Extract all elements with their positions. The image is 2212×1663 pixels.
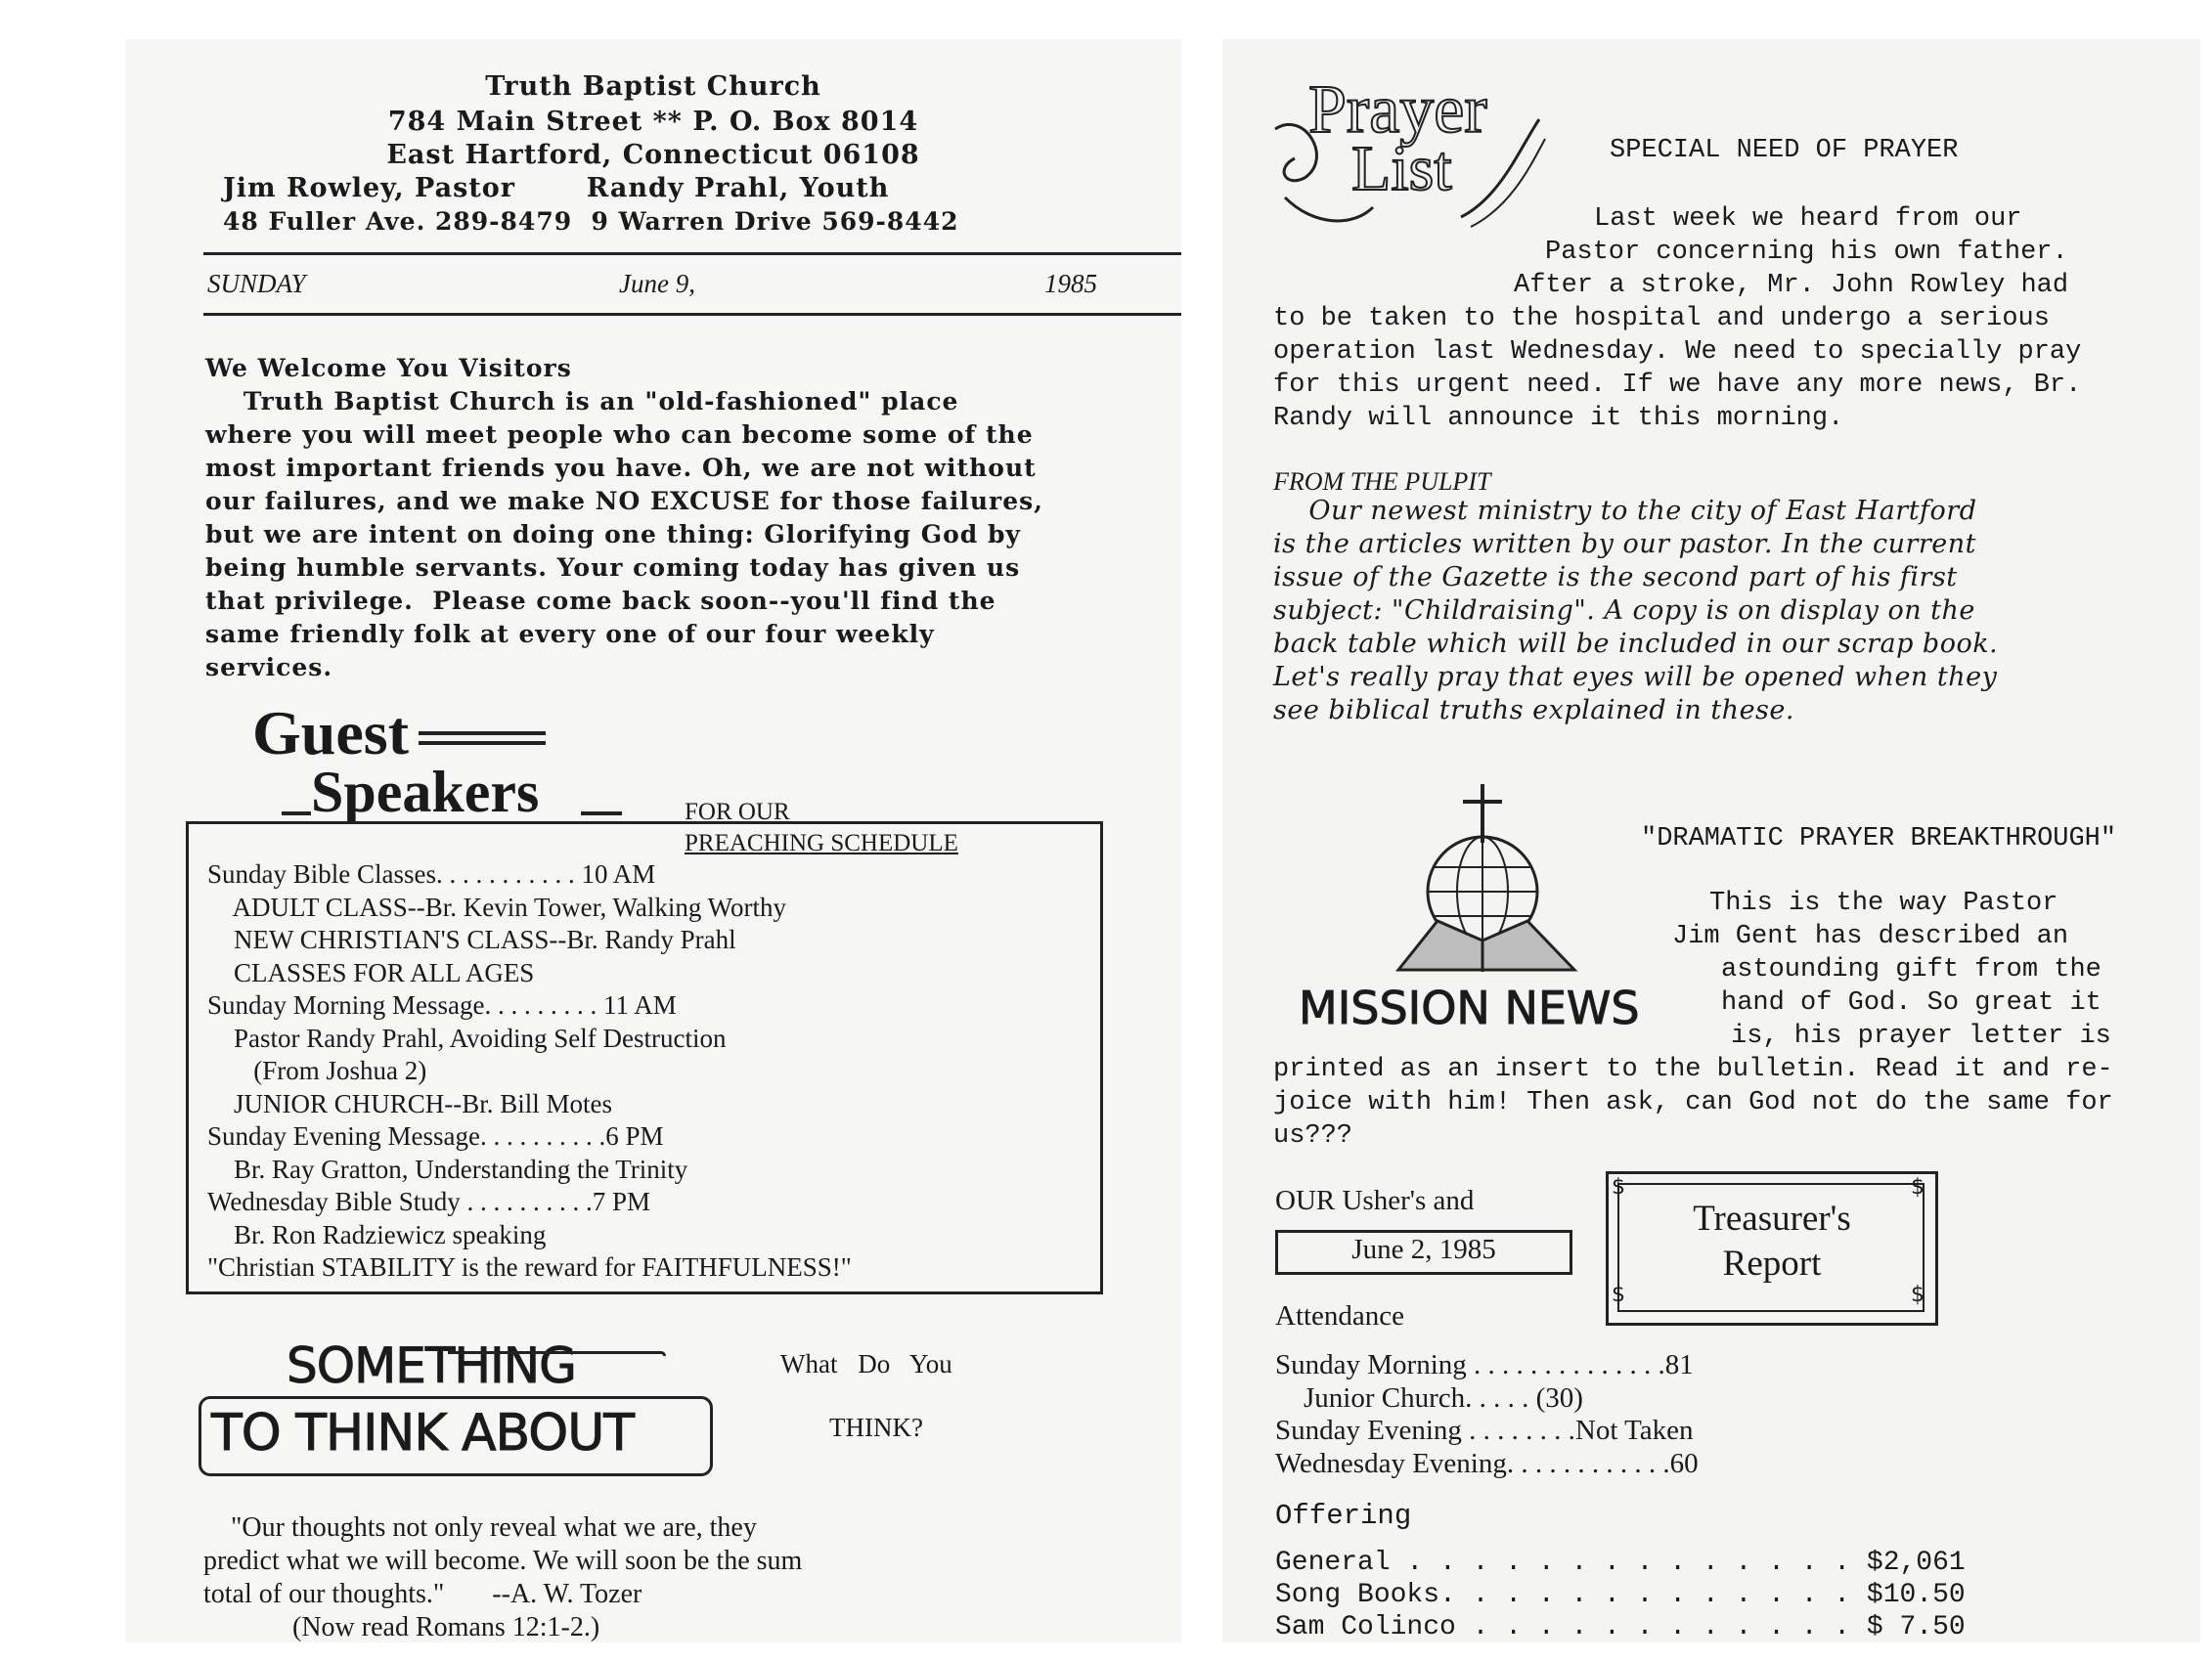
schedule-item: Pastor Randy Prahl, Avoiding Self Destruction xyxy=(207,1023,727,1053)
welcome-line: Truth Baptist Church is an "old-fashioned" place xyxy=(205,387,959,416)
offering-row: General . . . . . . . . . . . . . . $2,061 xyxy=(1275,1548,1966,1578)
welcome-line: services. xyxy=(205,653,333,681)
pulpit-line: is the articles written by our pastor. In the current xyxy=(1273,529,1977,559)
schedule-item: NEW CHRISTIAN'S CLASS--Br. Randy Prahl xyxy=(207,925,736,954)
schedule-list xyxy=(207,858,852,1285)
guest-logo-line2: Speakers xyxy=(311,760,540,824)
top-rule xyxy=(203,252,1181,255)
pulpit-line: back table which will be included in our scrap book. xyxy=(1273,629,1999,659)
welcome-section xyxy=(205,352,1043,684)
schedule-item: Sunday Morning Message. . . . . . . . . 11 AM xyxy=(207,990,677,1020)
quote-line: "Our thoughts not only reveal what we are, they xyxy=(203,1512,757,1543)
quote-line: (Now read Romans 12:1-2.) xyxy=(203,1612,600,1642)
welcome-line: our failures, and we make NO EXCUSE for those failures, xyxy=(205,487,1043,515)
pulpit-body xyxy=(1273,495,1998,727)
schedule-item: CLASSES FOR ALL AGES xyxy=(207,957,535,987)
pulpit-line: issue of the Gazette is the second part of his first xyxy=(1273,562,1958,592)
mission-line: printed as an insert to the bulletin. Read it and re- xyxy=(1273,1055,2113,1084)
welcome-line: most important friends you have. Oh, we are not without xyxy=(205,454,1037,482)
prayer-logo-line2: List xyxy=(1351,133,1452,204)
prayer-line: Randy will announce it this morning. xyxy=(1273,404,1844,433)
mission-line: astounding gift from the xyxy=(1721,955,2101,985)
guest-caption-line1: FOR OUR xyxy=(685,799,790,825)
offering-row: Song Books. . . . . . . . . . . . . $10.50 xyxy=(1275,1580,1966,1610)
think-logo-line1: SOMETHING xyxy=(287,1337,576,1394)
day-label: SUNDAY xyxy=(207,269,306,298)
prayer-line: for this urgent need. If we have any more news, Br. xyxy=(1273,371,2082,400)
mission-line: us??? xyxy=(1273,1121,1353,1151)
pulpit-line: Our newest ministry to the city of East Hartford xyxy=(1273,496,1977,526)
think-question-2: THINK? xyxy=(829,1413,923,1442)
prayer-line: Last week we heard from our xyxy=(1594,204,2022,234)
attendance-row: Sunday Morning . . . . . . . . . . . . . .81 xyxy=(1275,1349,1694,1380)
dollar-icon: $ xyxy=(1612,1175,1625,1200)
offering-title: Offering xyxy=(1275,1500,1412,1532)
offering-list xyxy=(1275,1547,1966,1643)
schedule-item: ADULT CLASS--Br. Kevin Tower, Walking Worthy xyxy=(207,892,786,922)
mission-line: joice with him! Then ask, can God not do the same for xyxy=(1273,1088,2113,1117)
welcome-line: where you will meet people who can become some of the xyxy=(205,420,1034,449)
church-address: 784 Main Street ** P. O. Box 8014 xyxy=(387,107,919,137)
welcome-line: same friendly folk at every one of our four weekly xyxy=(205,620,935,648)
guest-logo-dash2 xyxy=(581,811,622,815)
right-page xyxy=(1222,39,2200,1642)
mission-heading: "DRAMATIC PRAYER BREAKTHROUGH" xyxy=(1641,824,2117,853)
mission-logo xyxy=(1379,745,1604,980)
date-label: June 9, xyxy=(619,269,695,298)
mission-line: This is the way Pastor xyxy=(1709,889,2058,918)
quote-line: total of our thoughts." --A. W. Tozer xyxy=(203,1579,642,1609)
tozer-quote xyxy=(203,1511,802,1644)
prayer-logo-line1: Prayer xyxy=(1308,72,1487,148)
prayer-line: to be taken to the hospital and undergo a serious xyxy=(1273,304,2050,333)
dollar-icon: $ xyxy=(1612,1283,1625,1307)
pulpit-line: Let's really pray that eyes will be opened when they xyxy=(1273,662,1998,692)
mission-line: is, his prayer letter is xyxy=(1731,1022,2111,1051)
church-city: East Hartford, Connecticut 06108 xyxy=(386,140,920,170)
prayer-line: After a stroke, Mr. John Rowley had xyxy=(1514,271,2069,300)
mission-logo-text: MISSION NEWS xyxy=(1299,982,1640,1034)
welcome-heading: We Welcome You Visitors xyxy=(205,354,572,382)
welcome-line: that privilege. Please come back soon--you'll find the xyxy=(205,587,996,615)
date-rule xyxy=(203,313,1181,316)
welcome-line: being humble servants. Your coming today has given us xyxy=(205,553,1021,582)
schedule-item: Sunday Evening Message. . . . . . . . . .6 PM xyxy=(207,1121,664,1151)
guest-logo-dash xyxy=(282,811,311,815)
offering-row: Sam Colinco . . . . . . . . . . . . $ 7.50 xyxy=(1275,1612,1966,1642)
report-intro: OUR Usher's and xyxy=(1275,1185,1475,1216)
attendance-list xyxy=(1275,1349,1699,1480)
schedule-item: "Christian STABILITY is the reward for FAITHFULNESS!" xyxy=(207,1252,852,1282)
mission-line: Jim Gent has described an xyxy=(1672,922,2069,951)
schedule-item: JUNIOR CHURCH--Br. Bill Motes xyxy=(207,1088,613,1118)
prayer-heading: SPECIAL NEED OF PRAYER xyxy=(1610,136,1959,165)
think-logo-frame-top xyxy=(448,1351,666,1356)
pulpit-line: subject: "Childraising". A copy is on display on the xyxy=(1273,595,1975,626)
staff-contacts: 48 Fuller Ave. 289-8479 9 Warren Drive 569-8442 xyxy=(223,207,959,236)
badge-line1: Treasurer's xyxy=(1693,1199,1851,1239)
schedule-item: Br. Ron Radziewicz speaking xyxy=(207,1219,547,1249)
guest-logo-lines xyxy=(419,731,546,735)
pulpit-heading: FROM THE PULPIT xyxy=(1273,467,1491,496)
globe-bible-icon xyxy=(1379,745,1604,980)
think-question-1: What Do You xyxy=(780,1349,952,1379)
dollar-icon: $ xyxy=(1911,1175,1924,1200)
schedule-item: Sunday Bible Classes. . . . . . . . . . . 10 AM xyxy=(207,859,656,889)
badge-line2: Report xyxy=(1722,1244,1822,1284)
think-logo-line2: TO THINK ABOUT xyxy=(211,1404,635,1463)
dollar-icon: $ xyxy=(1911,1283,1924,1307)
staff-names: Jim Rowley, Pastor Randy Prahl, Youth xyxy=(223,173,890,203)
pulpit-line: see biblical truths explained in these. xyxy=(1273,695,1794,725)
schedule-item: Br. Ray Gratton, Understanding the Trinity xyxy=(207,1154,688,1184)
prayer-line: Pastor concerning his own father. xyxy=(1545,238,2068,267)
prayer-line: operation last Wednesday. We need to specially pray xyxy=(1273,337,2082,367)
report-date: June 2, 1985 xyxy=(1351,1234,1496,1265)
attendance-row: Wednesday Evening. . . . . . . . . . . .60 xyxy=(1275,1447,1699,1479)
church-name: Truth Baptist Church xyxy=(485,71,821,102)
quote-line: predict what we will become. We will soon be the sum xyxy=(203,1546,803,1576)
attendance-title: Attendance xyxy=(1275,1300,1405,1332)
schedule-item: Wednesday Bible Study . . . . . . . . . .7 PM xyxy=(207,1187,651,1216)
mission-line: hand of God. So great it xyxy=(1721,988,2101,1018)
schedule-item: (From Joshua 2) xyxy=(207,1056,427,1085)
left-page xyxy=(125,39,1181,1642)
welcome-line: but we are intent on doing one thing: Glorifying God by xyxy=(205,520,1021,548)
attendance-row: Sunday Evening . . . . . . . .Not Taken xyxy=(1275,1415,1694,1446)
guest-logo-line1: Guest xyxy=(252,698,409,767)
attendance-row: Junior Church. . . . . (30) xyxy=(1275,1381,1583,1414)
year-label: 1985 xyxy=(1044,269,1097,298)
guest-caption-line2: PREACHING SCHEDULE xyxy=(685,830,958,856)
